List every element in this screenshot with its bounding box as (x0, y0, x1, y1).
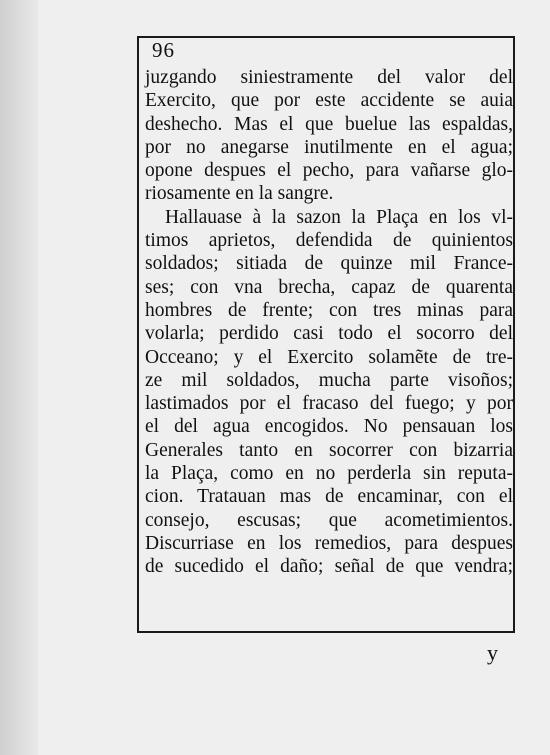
page-gutter-shadow (0, 0, 38, 755)
page-number: 96 (152, 38, 175, 62)
text-line: Exercito, que por este accidente se auia (145, 90, 513, 112)
text-line: el del agua encogidos. No pensauan los (145, 416, 513, 438)
body-text (145, 66, 513, 579)
text-line: la Plaça, como en no perderla sin reputa- (145, 463, 513, 485)
text-line: consejo, escusas; que acometimientos. (145, 509, 513, 531)
text-line: Hallauase à la sazon la Plaça en los vl- (165, 206, 513, 228)
text-line: por no anegarse inutilmente en el agua; (145, 136, 513, 158)
text-line: hombres de frente; con tres minas para (145, 299, 513, 321)
text-line: cion. Tratauan mas de encaminar, con el (145, 486, 513, 508)
text-line: ze mil soldados, mucha parte visoños; (145, 369, 513, 391)
text-line: juzgando siniestramente del valor del (145, 67, 513, 88)
text-line: Generales tanto en socorrer con bizarria (145, 439, 513, 461)
text-line: riosamente en la sangre. (145, 183, 334, 205)
text-line: Discurriase en los remedios, para despues (145, 532, 513, 554)
text-line: volarla; perdido casi todo el socorro del (145, 323, 513, 345)
text-line: de sucedido el daño; señal de que vendra; (145, 556, 513, 578)
text-line: deshecho. Mas el que buelue las espaldas, (145, 113, 513, 135)
text-line: opone despues el pecho, para vañarse glo- (145, 160, 513, 182)
text-line: timos aprietos, defendida de quinientos (145, 230, 513, 252)
text-line: soldados; sitiada de quinze mil France- (145, 253, 513, 275)
text-line: Occeano; y el Exercito solamẽte de tre- (145, 346, 513, 368)
text-line: lastimados por el fracaso del fuego; y por (145, 393, 513, 415)
text-line: ses; con vna brecha, capaz de quarenta (145, 276, 513, 298)
catchword: y (487, 640, 498, 665)
